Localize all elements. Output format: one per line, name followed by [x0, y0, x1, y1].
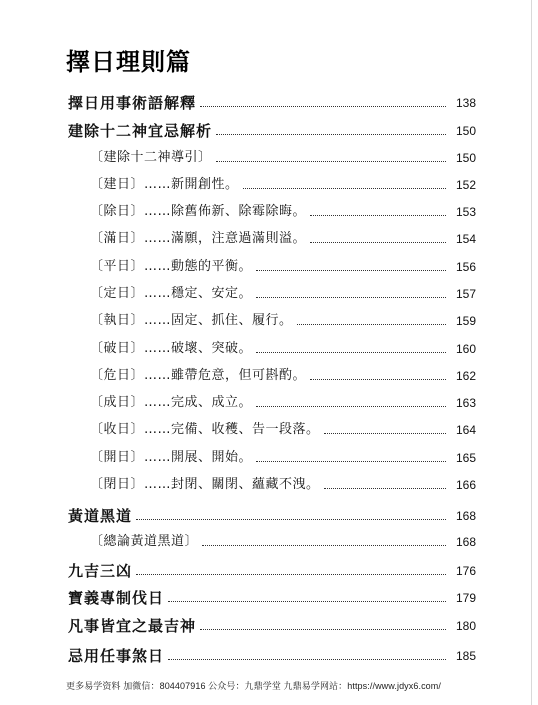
- toc-entry-title: 寶義專制伐日: [68, 589, 165, 607]
- toc-entry-title: 〔除日〕……除舊佈新、除霉除晦。: [90, 204, 307, 219]
- toc-page-number: 168: [455, 509, 476, 523]
- toc-entry-title: 〔危日〕……雖帶危意，但可斟酌。: [90, 368, 307, 383]
- toc-page-number: 179: [455, 591, 476, 605]
- footer-note: 更多易学资料 加微信：804407916 公众号：九鼎学堂 九鼎易学网站：https://www.jdyx6.com/: [66, 681, 441, 691]
- toc-page-number: 150: [455, 151, 476, 165]
- toc-entry-title: 黃道黑道: [68, 507, 133, 525]
- toc-entry-title: 建除十二神宜忌解析: [68, 122, 213, 140]
- toc-page-number: 160: [455, 342, 476, 356]
- dot-leader: [297, 324, 446, 325]
- dot-leader: [136, 519, 446, 520]
- toc-entry-title: 〔建日〕……新開創性。: [90, 177, 239, 192]
- toc-page-number: 159: [455, 314, 476, 328]
- toc-entry-title: 〔執日〕……固定、抓住、履行。: [90, 313, 293, 328]
- dot-leader: [256, 352, 446, 353]
- dot-leader: [168, 659, 446, 660]
- dot-leader: [243, 188, 446, 189]
- dot-leader: [200, 629, 446, 630]
- toc-page-number: 164: [455, 423, 476, 437]
- dot-leader: [216, 134, 446, 135]
- toc-entry-title: 凡事皆宜之最吉神: [68, 617, 197, 635]
- toc-page-number: 165: [455, 451, 476, 465]
- toc-page-number: 185: [455, 649, 476, 663]
- toc-entry-title: 〔破日〕……破壞、突破。: [90, 341, 253, 356]
- toc-entry-title: 〔總論黃道黑道〕: [90, 534, 199, 549]
- dot-leader: [202, 545, 446, 546]
- toc-page-number: 163: [455, 396, 476, 410]
- toc-page-number: 180: [455, 619, 476, 633]
- toc-entry-title: 〔成日〕……完成、成立。: [90, 395, 253, 410]
- toc-entry-title: 忌用任事煞日: [68, 647, 165, 665]
- toc-page-number: 154: [455, 232, 476, 246]
- toc-entry-title: 〔滿日〕……滿願，注意過滿則溢。: [90, 231, 307, 246]
- toc-page-number: 162: [455, 369, 476, 383]
- toc-page-number: 176: [455, 564, 476, 578]
- section-title: 擇日理則篇: [66, 48, 191, 76]
- dot-leader: [216, 161, 446, 162]
- toc-page-number: 150: [455, 124, 476, 138]
- toc-entry-title: 〔開日〕……開展、開始。: [90, 450, 253, 465]
- dot-leader: [256, 461, 446, 462]
- dot-leader: [256, 270, 446, 271]
- page-edge: [531, 0, 532, 705]
- dot-leader: [136, 574, 446, 575]
- toc-page-number: 153: [455, 205, 476, 219]
- toc-entry-title: 〔定日〕……穩定、安定。: [90, 286, 253, 301]
- dot-leader: [310, 215, 446, 216]
- toc-entry-title: 〔平日〕……動態的平衡。: [90, 259, 253, 274]
- toc-page-number: 168: [455, 535, 476, 549]
- dot-leader: [256, 297, 446, 298]
- dot-leader: [200, 106, 446, 107]
- dot-leader: [324, 488, 446, 489]
- toc-entry-title: 〔建除十二神導引〕: [90, 150, 212, 165]
- dot-leader: [310, 379, 446, 380]
- toc-page-number: 152: [455, 178, 476, 192]
- dot-leader: [168, 601, 446, 602]
- dot-leader: [256, 406, 446, 407]
- dot-leader: [324, 433, 446, 434]
- toc-entry-title: 〔閉日〕……封閉、關閉、蘊藏不洩。: [90, 477, 320, 492]
- toc-entry-title: 九吉三凶: [68, 562, 133, 580]
- toc-page-number: 166: [455, 478, 476, 492]
- toc-page-number: 157: [455, 287, 476, 301]
- toc-page-number: 156: [455, 260, 476, 274]
- toc-entry-title: 〔收日〕……完備、收穫、告一段落。: [90, 422, 320, 437]
- toc-page-number: 138: [455, 96, 476, 110]
- dot-leader: [310, 242, 446, 243]
- toc-entry-title: 擇日用事術語解釋: [68, 94, 197, 112]
